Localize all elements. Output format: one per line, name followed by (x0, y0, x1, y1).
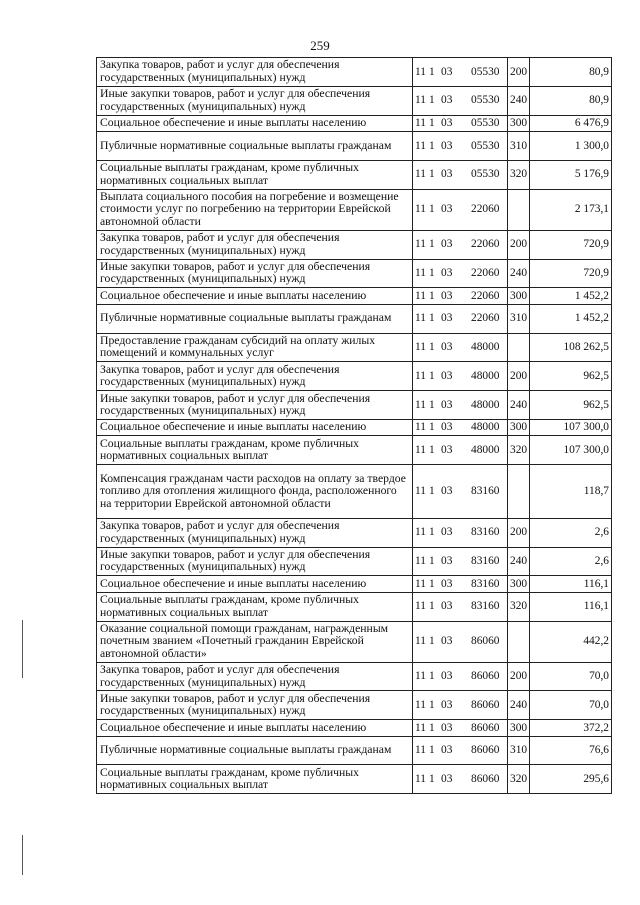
row-article: 48000 (471, 421, 500, 434)
row-article: 48000 (471, 444, 500, 457)
row-code (413, 362, 508, 391)
row-subsection: 1 (429, 370, 435, 383)
row-program: 03 (441, 670, 453, 683)
row-section: 11 (415, 65, 426, 78)
row-code (413, 518, 508, 547)
row-section: 11 (415, 117, 426, 130)
row-section: 11 (415, 168, 426, 181)
row-subsection: 1 (429, 421, 435, 434)
budget-table (96, 57, 612, 794)
row-name: Социальное обеспечение и иные выплаты населению (97, 720, 413, 736)
table-row (97, 333, 612, 362)
row-subsection: 1 (429, 721, 435, 734)
row-section: 11 (415, 312, 426, 325)
row-program: 03 (441, 238, 453, 251)
row-expense-type: 200 (508, 58, 530, 87)
row-name: Иные закупки товаров, работ и услуг для обеспечения государственных (муниципальных) нужд (97, 391, 413, 420)
table-row (97, 765, 612, 794)
row-program: 03 (441, 65, 453, 78)
row-name: Закупка товаров, работ и услуг для обеспечения государственных (муниципальных) нужд (97, 230, 413, 259)
row-article: 83160 (471, 600, 500, 613)
row-name: Иные закупки товаров, работ и услуг для обеспечения государственных (муниципальных) нужд (97, 691, 413, 720)
row-section: 11 (415, 139, 426, 152)
table-row (97, 436, 612, 465)
row-article: 83160 (471, 555, 500, 568)
row-section: 11 (415, 370, 426, 383)
row-section: 11 (415, 421, 426, 434)
row-program: 03 (441, 421, 453, 434)
row-name: Публичные нормативные социальные выплаты гражданам (97, 736, 413, 765)
row-subsection: 1 (429, 526, 435, 539)
row-program: 03 (441, 600, 453, 613)
row-amount: 720,9 (530, 259, 612, 288)
row-section: 11 (415, 577, 426, 590)
row-subsection: 1 (429, 773, 435, 786)
row-program: 03 (441, 577, 453, 590)
row-amount: 6 476,9 (530, 115, 612, 131)
row-amount: 720,9 (530, 230, 612, 259)
row-program: 03 (441, 312, 453, 325)
row-amount: 962,5 (530, 391, 612, 420)
row-expense-type: 300 (508, 419, 530, 435)
row-amount: 1 300,0 (530, 131, 612, 160)
row-subsection: 1 (429, 635, 435, 648)
table-row (97, 230, 612, 259)
table-row (97, 547, 612, 576)
row-code (413, 160, 508, 189)
row-article: 05530 (471, 139, 500, 152)
table-row (97, 720, 612, 736)
row-subsection: 1 (429, 203, 435, 216)
row-code (413, 86, 508, 115)
row-name: Социальные выплаты гражданам, кроме публичных нормативных социальных выплат (97, 436, 413, 465)
row-name: Иные закупки товаров, работ и услуг для обеспечения государственных (муниципальных) нужд (97, 86, 413, 115)
row-code (413, 765, 508, 794)
row-expense-type: 320 (508, 160, 530, 189)
row-expense-type: 300 (508, 115, 530, 131)
table-row (97, 691, 612, 720)
row-subsection: 1 (429, 139, 435, 152)
row-expense-type: 200 (508, 518, 530, 547)
row-name: Иные закупки товаров, работ и услуг для обеспечения государственных (муниципальных) нужд (97, 259, 413, 288)
row-expense-type: 310 (508, 736, 530, 765)
table-row (97, 592, 612, 621)
row-section: 11 (415, 721, 426, 734)
row-expense-type: 240 (508, 691, 530, 720)
row-subsection: 1 (429, 94, 435, 107)
row-subsection: 1 (429, 577, 435, 590)
table-row (97, 160, 612, 189)
row-name: Социальные выплаты гражданам, кроме публичных нормативных социальных выплат (97, 160, 413, 189)
row-amount: 70,0 (530, 662, 612, 691)
row-amount: 5 176,9 (530, 160, 612, 189)
table-row (97, 662, 612, 691)
table-row (97, 518, 612, 547)
row-code (413, 419, 508, 435)
row-section: 11 (415, 398, 426, 411)
row-code (413, 259, 508, 288)
row-expense-type (508, 621, 530, 662)
row-expense-type: 310 (508, 131, 530, 160)
row-name: Публичные нормативные социальные выплаты гражданам (97, 304, 413, 333)
row-section: 11 (415, 670, 426, 683)
row-amount: 2 173,1 (530, 189, 612, 230)
table-body (97, 58, 612, 794)
row-expense-type (508, 465, 530, 519)
row-name: Социальные выплаты гражданам, кроме публичных нормативных социальных выплат (97, 765, 413, 794)
table-row (97, 288, 612, 304)
row-section: 11 (415, 555, 426, 568)
row-amount: 1 452,2 (530, 288, 612, 304)
row-article: 48000 (471, 370, 500, 383)
row-section: 11 (415, 444, 426, 457)
row-expense-type (508, 189, 530, 230)
row-expense-type: 300 (508, 288, 530, 304)
row-code (413, 592, 508, 621)
row-amount: 107 300,0 (530, 419, 612, 435)
row-program: 03 (441, 555, 453, 568)
row-name: Закупка товаров, работ и услуг для обеспечения государственных (муниципальных) нужд (97, 662, 413, 691)
row-subsection: 1 (429, 744, 435, 757)
row-code (413, 304, 508, 333)
row-subsection: 1 (429, 341, 435, 354)
row-section: 11 (415, 699, 426, 712)
row-code (413, 58, 508, 87)
row-article: 22060 (471, 238, 500, 251)
table-row (97, 58, 612, 87)
row-program: 03 (441, 267, 453, 280)
row-name: Иные закупки товаров, работ и услуг для обеспечения государственных (муниципальных) нужд (97, 547, 413, 576)
row-code (413, 576, 508, 592)
row-code (413, 189, 508, 230)
row-code (413, 465, 508, 519)
row-program: 03 (441, 485, 453, 498)
table-row (97, 419, 612, 435)
row-subsection: 1 (429, 398, 435, 411)
row-program: 03 (441, 289, 453, 302)
table-row (97, 362, 612, 391)
row-program: 03 (441, 341, 453, 354)
row-subsection: 1 (429, 289, 435, 302)
row-amount: 442,2 (530, 621, 612, 662)
row-section: 11 (415, 635, 426, 648)
row-article: 48000 (471, 341, 500, 354)
row-amount: 80,9 (530, 86, 612, 115)
row-article: 83160 (471, 485, 500, 498)
row-code (413, 131, 508, 160)
row-program: 03 (441, 699, 453, 712)
row-code (413, 547, 508, 576)
row-article: 86060 (471, 744, 500, 757)
row-article: 86060 (471, 635, 500, 648)
row-program: 03 (441, 635, 453, 648)
row-name: Предоставление гражданам субсидий на оплату жилых помещений и коммунальных услуг (97, 333, 413, 362)
row-code (413, 736, 508, 765)
row-amount: 80,9 (530, 58, 612, 87)
row-program: 03 (441, 773, 453, 786)
row-expense-type: 240 (508, 547, 530, 576)
row-program: 03 (441, 117, 453, 130)
row-expense-type: 240 (508, 86, 530, 115)
row-expense-type: 200 (508, 662, 530, 691)
table-row (97, 304, 612, 333)
row-amount: 107 300,0 (530, 436, 612, 465)
row-code (413, 115, 508, 131)
row-program: 03 (441, 94, 453, 107)
table-row (97, 259, 612, 288)
row-subsection: 1 (429, 65, 435, 78)
row-program: 03 (441, 526, 453, 539)
row-program: 03 (441, 370, 453, 383)
row-article: 83160 (471, 577, 500, 590)
row-code (413, 288, 508, 304)
table-row (97, 465, 612, 519)
row-program: 03 (441, 139, 453, 152)
row-article: 05530 (471, 168, 500, 181)
row-amount: 2,6 (530, 547, 612, 576)
row-article: 86060 (471, 699, 500, 712)
row-article: 48000 (471, 398, 500, 411)
row-amount: 70,0 (530, 691, 612, 720)
table-row (97, 115, 612, 131)
row-article: 86060 (471, 721, 500, 734)
row-program: 03 (441, 203, 453, 216)
row-amount: 118,7 (530, 465, 612, 519)
row-section: 11 (415, 526, 426, 539)
table-row (97, 189, 612, 230)
row-section: 11 (415, 94, 426, 107)
row-code (413, 333, 508, 362)
row-code (413, 621, 508, 662)
row-name: Компенсация гражданам части расходов на оплату за твердое топливо для отопления жилищного фонда, расположенного на территории Еврейской автономной области (97, 465, 413, 519)
row-article: 22060 (471, 289, 500, 302)
row-article: 22060 (471, 312, 500, 325)
table-row (97, 391, 612, 420)
row-expense-type: 240 (508, 259, 530, 288)
row-subsection: 1 (429, 312, 435, 325)
row-amount: 116,1 (530, 576, 612, 592)
row-subsection: 1 (429, 555, 435, 568)
row-section: 11 (415, 341, 426, 354)
row-name: Публичные нормативные социальные выплаты гражданам (97, 131, 413, 160)
table-row (97, 131, 612, 160)
row-code (413, 691, 508, 720)
row-section: 11 (415, 485, 426, 498)
row-expense-type: 200 (508, 230, 530, 259)
row-program: 03 (441, 721, 453, 734)
row-amount: 116,1 (530, 592, 612, 621)
row-amount: 1 452,2 (530, 304, 612, 333)
page-number: 259 (310, 38, 330, 53)
row-name: Социальное обеспечение и иные выплаты населению (97, 419, 413, 435)
row-article: 22060 (471, 267, 500, 280)
row-amount: 2,6 (530, 518, 612, 547)
row-amount: 962,5 (530, 362, 612, 391)
table-row (97, 736, 612, 765)
row-program: 03 (441, 398, 453, 411)
row-name: Социальное обеспечение и иные выплаты населению (97, 576, 413, 592)
row-code (413, 720, 508, 736)
row-subsection: 1 (429, 168, 435, 181)
row-name: Закупка товаров, работ и услуг для обеспечения государственных (муниципальных) нужд (97, 362, 413, 391)
row-amount: 108 262,5 (530, 333, 612, 362)
row-amount: 372,2 (530, 720, 612, 736)
row-subsection: 1 (429, 238, 435, 251)
row-subsection: 1 (429, 670, 435, 683)
row-code (413, 662, 508, 691)
row-amount: 295,6 (530, 765, 612, 794)
row-subsection: 1 (429, 267, 435, 280)
row-expense-type: 320 (508, 765, 530, 794)
row-subsection: 1 (429, 600, 435, 613)
row-program: 03 (441, 744, 453, 757)
row-article: 83160 (471, 526, 500, 539)
row-name: Социальное обеспечение и иные выплаты населению (97, 115, 413, 131)
row-section: 11 (415, 744, 426, 757)
row-section: 11 (415, 238, 426, 251)
row-name: Выплата социального пособия на погребение и возмещение стоимости услуг по погребению на территории Еврейской автономной области (97, 189, 413, 230)
row-expense-type: 300 (508, 576, 530, 592)
row-article: 05530 (471, 117, 500, 130)
row-subsection: 1 (429, 485, 435, 498)
row-code (413, 391, 508, 420)
row-program: 03 (441, 168, 453, 181)
row-name: Социальное обеспечение и иные выплаты населению (97, 288, 413, 304)
left-margin-mark-lower (22, 835, 23, 875)
row-article: 05530 (471, 65, 500, 78)
row-expense-type: 320 (508, 436, 530, 465)
row-expense-type: 320 (508, 592, 530, 621)
row-amount: 76,6 (530, 736, 612, 765)
row-article: 22060 (471, 203, 500, 216)
row-name: Закупка товаров, работ и услуг для обеспечения государственных (муниципальных) нужд (97, 518, 413, 547)
row-subsection: 1 (429, 444, 435, 457)
table-row (97, 621, 612, 662)
row-expense-type (508, 333, 530, 362)
row-expense-type: 240 (508, 391, 530, 420)
row-name: Оказание социальной помощи гражданам, награжденным почетным званием «Почетный гражданин Еврейской автономной области» (97, 621, 413, 662)
row-subsection: 1 (429, 699, 435, 712)
row-article: 86060 (471, 773, 500, 786)
row-subsection: 1 (429, 117, 435, 130)
row-article: 86060 (471, 670, 500, 683)
row-article: 05530 (471, 94, 500, 107)
row-expense-type: 200 (508, 362, 530, 391)
row-expense-type: 310 (508, 304, 530, 333)
table-row (97, 86, 612, 115)
row-section: 11 (415, 267, 426, 280)
row-section: 11 (415, 600, 426, 613)
row-name: Закупка товаров, работ и услуг для обеспечения государственных (муниципальных) нужд (97, 58, 413, 87)
row-section: 11 (415, 203, 426, 216)
row-code (413, 230, 508, 259)
row-section: 11 (415, 289, 426, 302)
row-name: Социальные выплаты гражданам, кроме публичных нормативных социальных выплат (97, 592, 413, 621)
row-program: 03 (441, 444, 453, 457)
row-expense-type: 300 (508, 720, 530, 736)
row-section: 11 (415, 773, 426, 786)
left-margin-mark (22, 620, 23, 678)
table-row (97, 576, 612, 592)
row-code (413, 436, 508, 465)
